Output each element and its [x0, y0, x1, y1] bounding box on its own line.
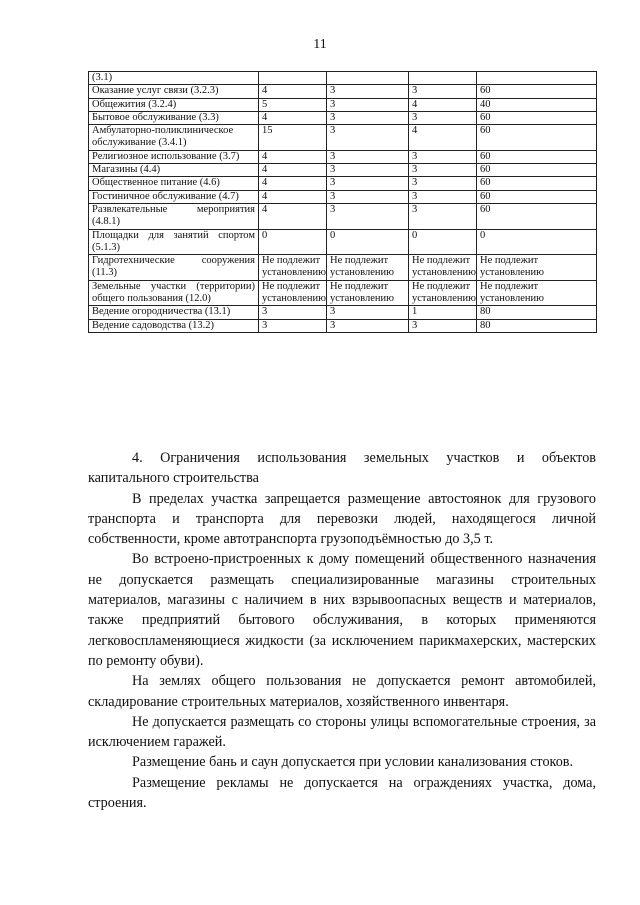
table-cell-value: 0 [409, 229, 477, 255]
table-row [89, 111, 597, 124]
paragraph-advertising: Размещение рекламы не допускается на ограждениях участка, дома, строения. [88, 774, 596, 812]
table-cell-value: 60 [477, 164, 597, 177]
table-body [89, 72, 597, 333]
page-number: 11 [313, 37, 327, 52]
table-cell-value: 60 [477, 177, 597, 190]
paragraph-baths-saunas: Размещение бань и саун допускается при условии канализования стоков. [132, 754, 574, 771]
table-cell-value: 3 [409, 319, 477, 332]
table-cell-value: Не подлежит установлению [409, 255, 477, 281]
table-cell-value: 0 [259, 229, 327, 255]
section-heading: 4. Ограничения использования земельных участков и объектов капитального строительства [88, 450, 596, 487]
table-cell-land-use: Оказание услуг связи (3.2.3) [89, 85, 259, 98]
table-cell-value [477, 72, 597, 85]
table-cell-value: 3 [409, 85, 477, 98]
table-cell-value: 80 [477, 319, 597, 332]
table-cell-land-use: Ведение огородничества (13.1) [89, 306, 259, 319]
table-cell-value: 60 [477, 190, 597, 203]
table-cell-land-use: Амбулаторно-поликлиническое обслуживание (3.4.1) [89, 125, 259, 151]
table-cell-value: 60 [477, 150, 597, 163]
table-cell-value: 60 [477, 203, 597, 229]
restrictions-section [88, 448, 596, 813]
table-cell-value: Не подлежит установлению [259, 280, 327, 306]
table-cell-value: 3 [327, 177, 409, 190]
table-cell-land-use: Земельные участки (территории) общего пользования (12.0) [89, 280, 259, 306]
table-cell-value: 4 [259, 164, 327, 177]
table-cell-value: 4 [259, 150, 327, 163]
table-cell-land-use: Площадки для занятий спортом (5.1.3) [89, 229, 259, 255]
table-cell-value: 4 [259, 111, 327, 124]
table-cell-value: 3 [409, 164, 477, 177]
table-cell-value: 3 [327, 111, 409, 124]
table-cell-value: 3 [327, 190, 409, 203]
table-row [89, 150, 597, 163]
table-row [89, 203, 597, 229]
table-cell-value: 80 [477, 306, 597, 319]
table-cell-value: Не подлежит установлению [259, 255, 327, 281]
table-cell-value: Не подлежит установлению [327, 255, 409, 281]
table-row [89, 190, 597, 203]
table-cell-value [259, 72, 327, 85]
table-cell-value: 4 [409, 125, 477, 151]
table-cell-value: 5 [259, 98, 327, 111]
table-cell-value: 4 [259, 190, 327, 203]
table-cell-value: 15 [259, 125, 327, 151]
paragraph-auxiliary-buildings: Не допускается размещать со стороны улицы вспомогательные строения, за исключением гаражей. [88, 713, 596, 751]
table-row [89, 85, 597, 98]
table-cell-value: 3 [327, 164, 409, 177]
table-row [89, 177, 597, 190]
table-cell-value: 40 [477, 98, 597, 111]
table-cell-value: 3 [327, 150, 409, 163]
table-cell-value: 1 [409, 306, 477, 319]
table-cell-land-use: Ведение садоводства (13.2) [89, 319, 259, 332]
table-cell-value: 4 [259, 85, 327, 98]
table-cell-value: 4 [259, 203, 327, 229]
table-row [89, 319, 597, 332]
table-cell-value: 3 [327, 306, 409, 319]
table-cell-land-use: (3.1) [89, 72, 259, 85]
table-row [89, 280, 597, 306]
table-cell-value: 3 [409, 177, 477, 190]
paragraph-built-in-premises: Во встроено-пристроенных к дому помещений общественного назначения не допускается размещать специализированные магазины строительных материалов, магазины с наличием в них взрывоопасных веществ и материалов, также предприятий бытового обслуживания, в которых применяются легковоспламеняющиеся жидкости (за исключением парикмахерских, мастерских по ремонту обуви). [88, 551, 596, 669]
table-cell-value: 3 [327, 319, 409, 332]
table-row [89, 98, 597, 111]
table-cell-value: 3 [259, 319, 327, 332]
table-row [89, 255, 597, 281]
table-cell-land-use: Общественное питание (4.6) [89, 177, 259, 190]
table-cell-value: 0 [327, 229, 409, 255]
table-cell-value: 3 [259, 306, 327, 319]
table-cell-value: Не подлежит установлению [477, 280, 597, 306]
table-cell-land-use: Гидротехнические сооружения (11.3) [89, 255, 259, 281]
table-cell-value: 3 [409, 111, 477, 124]
table-cell-value: 60 [477, 111, 597, 124]
table-cell-value: 4 [409, 98, 477, 111]
table-cell-value: Не подлежит установлению [477, 255, 597, 281]
table-row [89, 164, 597, 177]
table-cell-value [327, 72, 409, 85]
table-cell-value: 3 [327, 203, 409, 229]
table-cell-land-use: Гостиничное обслуживание (4.7) [89, 190, 259, 203]
table-row [89, 125, 597, 151]
table-cell-land-use: Бытовое обслуживание (3.3) [89, 111, 259, 124]
table-cell-value: 0 [477, 229, 597, 255]
table-cell-value: 3 [327, 98, 409, 111]
table-cell-value: 60 [477, 85, 597, 98]
table-cell-value [409, 72, 477, 85]
table-row [89, 306, 597, 319]
paragraph-parking: В пределах участка запрещается размещение автостоянок для грузового транспорта и транспорта для перевозки людей, находящегося личной собственности, кроме автотранспорта грузоподъёмностью до 3,5 т. [88, 490, 596, 548]
table-cell-value: 4 [259, 177, 327, 190]
table-cell-land-use: Общежития (3.2.4) [89, 98, 259, 111]
table-row [89, 229, 597, 255]
table-cell-value: 3 [327, 125, 409, 151]
table-cell-value: Не подлежит установлению [327, 280, 409, 306]
table-cell-value: Не подлежит установлению [409, 280, 477, 306]
table-cell-value: 3 [409, 150, 477, 163]
zoning-parameters-table [88, 71, 597, 333]
table-row [89, 72, 597, 85]
table-cell-value: 60 [477, 125, 597, 151]
table-cell-land-use: Религиозное использование (3.7) [89, 150, 259, 163]
table-cell-land-use: Магазины (4.4) [89, 164, 259, 177]
table-cell-land-use: Развлекательные мероприятия (4.8.1) [89, 203, 259, 229]
table-cell-value: 3 [409, 203, 477, 229]
table-cell-value: 3 [327, 85, 409, 98]
paragraph-public-land: На землях общего пользования не допускается ремонт автомобилей, складирование строительных материалов, хозяйственного инвентаря. [88, 673, 596, 710]
table-cell-value: 3 [409, 190, 477, 203]
